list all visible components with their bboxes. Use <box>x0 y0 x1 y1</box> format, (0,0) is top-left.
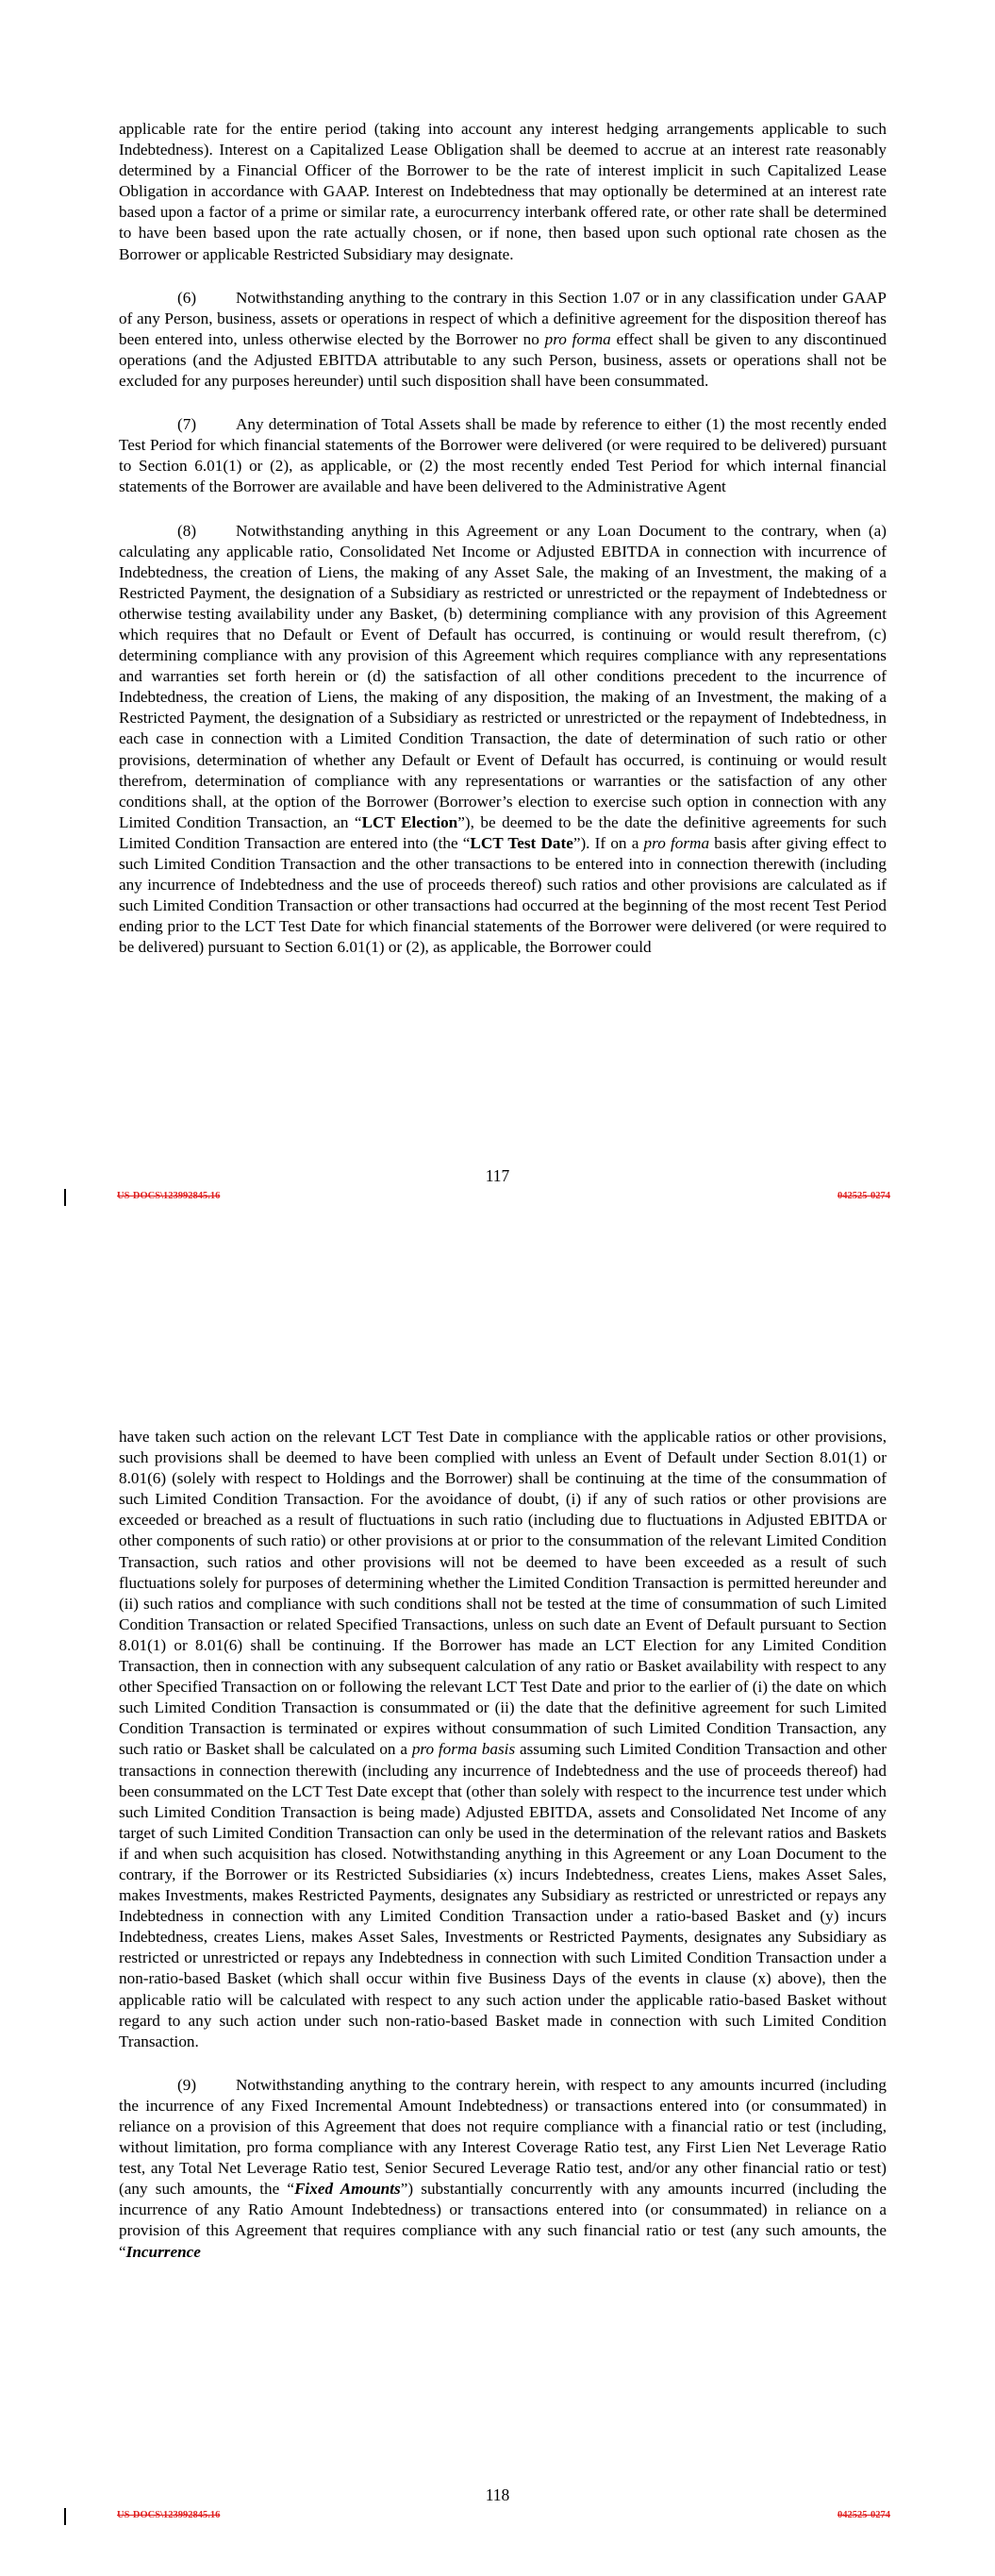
page-body <box>119 119 887 980</box>
document-id: US-DOCS\123992845.16 <box>117 2510 221 2520</box>
defined-term: LCT Test Date <box>470 833 573 852</box>
paragraph-7: (7) Any determination of Total Assets shall be made by reference to either (1) the most recently ended Test Period for which financial statements of the Borrower were delivered (or were required to be delivered) pursuant to Section 6.01(1) or (2), as applicable, or (2) the most recently ended Test Period for which internal financial statements of the Borrower are available and have been delivered to the Administrative Agent <box>119 415 887 496</box>
page-118 <box>0 1378 995 2576</box>
paragraph-continued: applicable rate for the entire period (taking into account any interest hedging arrangements applicable to such Indebtedness). Interest on a Capitalized Lease Obligation shall be deemed to accrue at an interest rate reasonably determined by a Financial Officer of the Borrower to be the rate of interest implicit in such Capitalized Lease Obligation in accordance with GAAP. Interest on Indebtedness that may optionally be determined at an interest rate based upon a factor of a prime or similar rate, a eurocurrency interbank offered rate, or other rate shall be determined to have been based upon the rate actually chosen, or if none, then based upon such optional rate chosen as the Borrower or applicable Restricted Subsidiary may designate. <box>119 120 887 263</box>
paragraph-number: (9) <box>177 2075 197 2094</box>
paragraph-number: (6) <box>177 288 197 307</box>
document-reference: 042525-0274 <box>837 2510 890 2520</box>
defined-term: LCT Election <box>361 812 458 831</box>
paragraph-6: (6) Notwithstanding anything to the contrary in this Section 1.07 or in any classification under GAAP of any Person, business, assets or operations in respect of which a definitive agreement for the disposition thereof has been entered into, unless otherwise elected by the Borrower no pro forma effect shall be given to any discontinued operations (and the Adjusted EBITDA attributable to any such Person, business, assets or operations shall not be excluded for any purposes hereunder) until such disposition shall have been consummated. <box>119 288 887 391</box>
defined-term: Incurrence <box>125 2242 201 2261</box>
page-117 <box>0 0 995 1264</box>
defined-term: Fixed Amounts <box>294 2180 401 2199</box>
paragraph-number: (7) <box>177 415 197 434</box>
change-bar <box>64 2508 66 2525</box>
paragraph-8: (8) Notwithstanding anything in this Agreement or any Loan Document to the contrary, when (a) calculating any applicable ratio, Consolidated Net Income or Adjusted EBITDA in connection with incurrence of Indebtedness, the creation of Liens, the making of any Asset Sale, the making of an Investment, the making of a Restricted Payment, the designation of a Subsidiary as restricted or unrestricted or the repayment of Indebtedness or otherwise testing availability under any Basket, (b) determining compliance with any provision of this Agreement which requires that no Default or Event of Default has occurred, is continuing or would result therefrom, (c) determining compliance with any provision of this Agreement which requires compliance with any representations and warranties set forth herein or (d) the satisfaction of all other conditions precedent to the incurrence of Indebtedness, the creation of Liens, the making of any disposition, the making of an Investment, the making of a Restricted Payment, the designation of a Subsidiary as restricted or unrestricted or the repayment of Indebtedness, in each case in connection with a Limited Condition Transaction, the date of determination of such ratio or other provisions, determination of whether any Default or Event of Default has occurred, is continuing or would result therefrom, determination of compliance with any representations or warranties or the satisfaction of any other conditions shall, at the option of the Borrower (Borrower’s election to exercise such option in connection with any Limited Condition Transaction, an “LCT Election”), be deemed to be the date the definitive agreements for such Limited Condition Transaction are entered into (the “LCT Test Date”). If on a pro forma basis after giving effect to such Limited Condition Transaction and the other transactions to be entered into in connection therewith (including any incurrence of Indebtedness and the use of proceeds thereof) such ratios and other provisions are calculated as if such Limited Condition Transaction or other transactions had occurred at the beginning of the most recent Test Period ending prior to the LCT Test Date for which financial statements of the Borrower were delivered (or were required to be delivered) pursuant to Section 6.01(1) or (2), as applicable, the Borrower could <box>119 521 887 957</box>
paragraph-number: (8) <box>177 521 197 540</box>
page-number: 117 <box>485 1166 510 1185</box>
page-footer <box>64 2506 890 2525</box>
change-bar <box>64 1189 66 1206</box>
document-id: US-DOCS\123992845.16 <box>117 1191 221 1201</box>
paragraph-8-continued: have taken such action on the relevant LCT Test Date in compliance with the applicable ratios or other provisions, such provisions shall be deemed to have been complied with unless an Event of Default under Section 8.01(1) or 8.01(6) (solely with respect to Holdings and the Borrower) shall be continuing at the time of the consummation of such Limited Condition Transaction. For the avoidance of doubt, (i) if any of such ratios or other provisions are exceeded or breached as a result of fluctuations in such ratio (including due to fluctuations in Adjusted EBITDA or other components of such ratio) or other provisions at or prior to the consummation of the relevant Limited Condition Transaction, such ratios and other provisions will not be deemed to have been exceeded as a result of such fluctuations solely for purposes of determining whether the Limited Condition Transaction is permitted hereunder and (ii) such ratios and compliance with such conditions shall not be tested at the time of consummation of such Limited Condition Transaction or related Specified Transactions, unless on such date an Event of Default pursuant to Section 8.01(1) or 8.01(6) shall be continuing. If the Borrower has made an LCT Election for any Limited Condition Transaction, then in connection with any subsequent calculation of any ratio or Basket availability with respect to any other Specified Transaction on or following the relevant LCT Test Date and prior to the earlier of (i) the date on which such Limited Condition Transaction is consummated or (ii) the date that the definitive agreement for such Limited Condition Transaction is terminated or expires without consummation of such Limited Condition Transaction, any such ratio or Basket shall be calculated on a pro forma basis assuming such Limited Condition Transaction and other transactions in connection therewith (including any incurrence of Indebtedness and the use of proceeds thereof) had been consummated on the LCT Test Date except that (other than solely with respect to the incurrence test under which such Limited Condition Transaction is being made) Adjusted EBITDA, assets and Consolidated Net Income of any target of such Limited Condition Transaction can only be used in the determination of the relevant ratios and Baskets if and when such acquisition has closed. Notwithstanding anything in this Agreement or any Loan Document to the contrary, if the Borrower or its Restricted Subsidiaries (x) incurs Indebtedness, creates Liens, makes Asset Sales, makes Investments, makes Restricted Payments, designates any Subsidiary as restricted or unrestricted or repays any Indebtedness in connection with any Limited Condition Transaction under a ratio-based Basket and (y) incurs Indebtedness, creates Liens, makes Asset Sales, Investments or Restricted Payments, designates any Subsidiary as restricted or unrestricted or repays any Indebtedness in connection with such Limited Condition Transaction under a non-ratio-based Basket (which shall occur within five Business Days of the events in clause (x) above), then the applicable ratio will be calculated with respect to any such action under the applicable ratio-based Basket without regard to any such action under such non-ratio-based Basket made in connection with such Limited Condition Transaction. <box>119 1428 887 2050</box>
document-reference: 042525-0274 <box>837 1191 890 1201</box>
page-number: 118 <box>485 2485 510 2504</box>
paragraph-9: (9) Notwithstanding anything to the contrary herein, with respect to any amounts incurred (including the incurrence of any Fixed Incremental Amount Indebtedness) or transactions entered into (or consummated) in reliance on a provision of this Agreement that does not require compliance with a financial ratio or test (including, without limitation, pro forma compliance with any Interest Coverage Ratio test, any First Lien Net Leverage Ratio test, any Total Net Leverage Ratio test, Senior Secured Leverage Ratio test, and/or any other financial ratio or test) (any such amounts, the “Fixed Amounts”) substantially concurrently with any amounts incurred (including the incurrence of any Ratio Amount Indebtedness) or transactions entered into (or consummated) in reliance on a provision of this Agreement that requires compliance with any such financial ratio or test (any such amounts, the “Incurrence <box>119 2075 887 2261</box>
page-footer <box>64 1187 890 1206</box>
page-body <box>119 1427 887 2285</box>
